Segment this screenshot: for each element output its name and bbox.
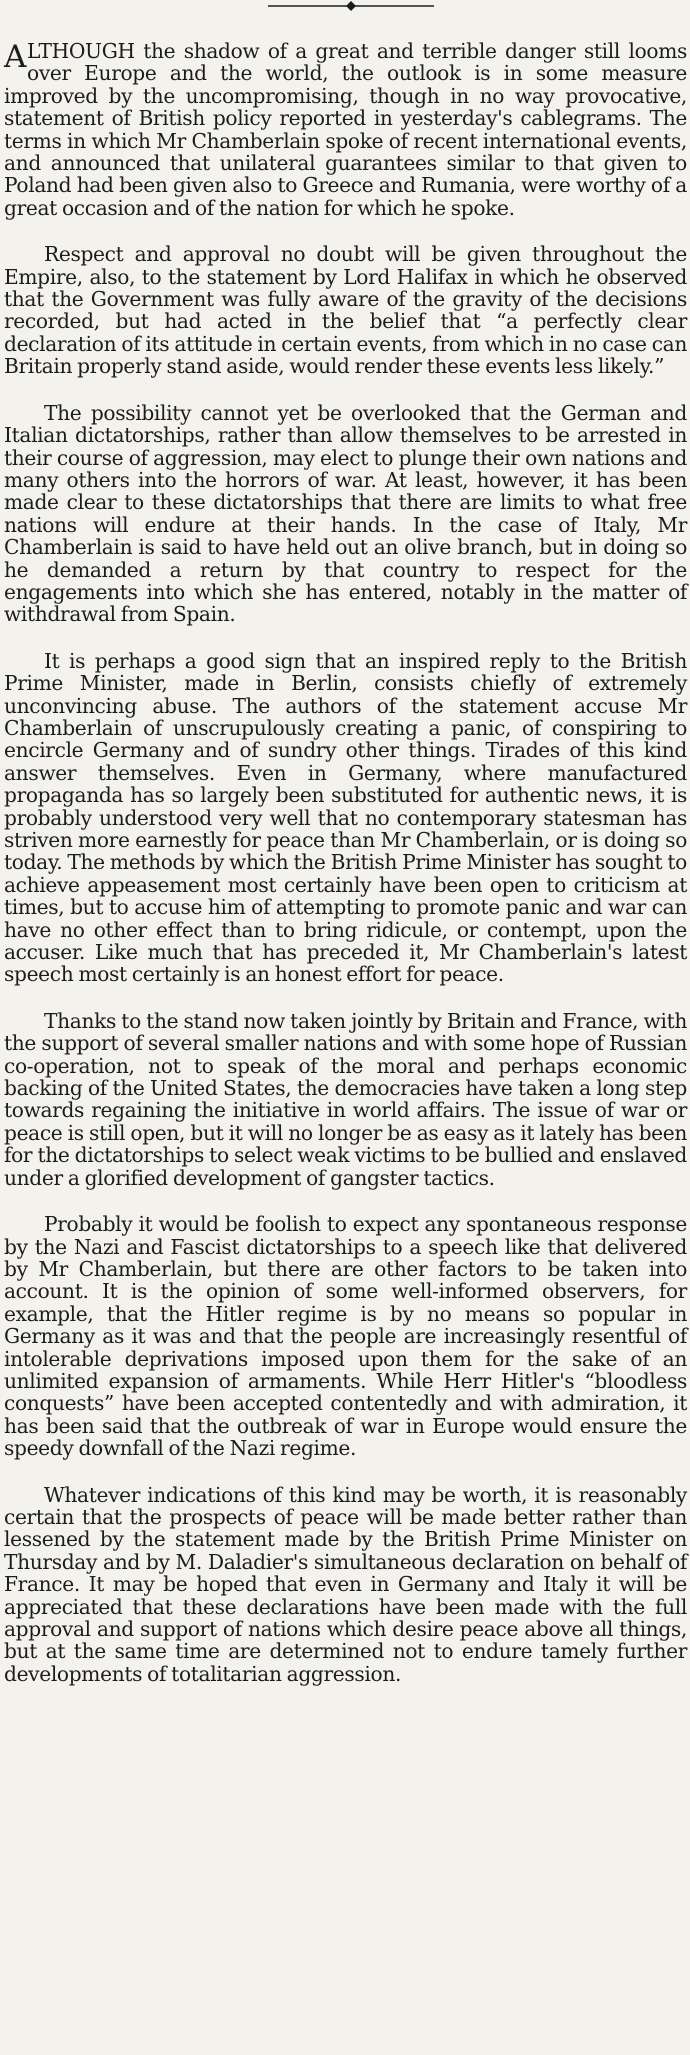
article-paragraph-2: Respect and approval no doubt will be given throughout the Empire, also, to the statement by Lord Halifax in which he observed that the Government was fully aware of the gravity of the decisions recorded, but had acted in the belief that “a perfectly clear declaration of its attitude in certain events, from which in no case can Britain properly stand aside, would render these events less likely.” <box>4 242 687 379</box>
article-paragraph-1 <box>4 40 687 219</box>
editorial-article <box>4 40 687 1685</box>
drop-cap: A <box>4 39 27 75</box>
paragraph-text: LTHOUGH the shadow of a great and terrible danger still looms over Europe and the world, the outlook is in some measure improved by the uncompromising, though in no way provocative, statement of British policy reported in yesterday's cablegrams. The terms in which Mr Chamberlain spoke of recent international events, and announced that unilateral guarantees similar to that given to Poland had been given also to Greece and Rumania, were worthy of a great occasion and of the nation for which he spoke. <box>4 39 687 220</box>
article-paragraph-6: Probably it would be foolish to expect any spontaneous response by the Nazi and Fascist dictatorships to a speech like that delivered by Mr Chamberlain, but there are other factors to be taken into account. It is the opinion of some well-informed observers, for example, that the Hitler regime is by no means so popular in Germany as it was and that the people are increasingly resentful of intolerable deprivations imposed upon them for the sake of an unlimited expansion of armaments. While Herr Hitler's “bloodless conquests” have been accepted contentedly and with admiration, it has been said that the outbreak of war in Europe would ensure the speedy downfall of the Nazi regime. <box>4 1212 687 1461</box>
article-paragraph-3: The possibility cannot yet be overlooked that the German and Italian dictatorships, rather than allow themselves to be arrested in their course of aggression, may elect to plunge their own nations and many others into the horrors of war. At least, however, it has been made clear to these dictatorships that there are limits to what free nations will endure at their hands. In the case of Italy, Mr Chamberlain is said to have held out an olive branch, but in doing so he demanded a return by that country to respect for the engagements into which she has entered, notably in the matter of withdrawal from Spain. <box>4 400 687 627</box>
article-paragraph-4: It is perhaps a good sign that an inspired reply to the British Prime Minister, made in Berlin, consists chiefly of extremely unconvincing abuse. The authors of the statement accuse Mr Chamberlain of unscrupulously creating a panic, of conspiring to encircle Germany and of sundry other things. Tirades of this kind answer themselves. Even in Germany, where manufactured propaganda has so largely been substituted for authentic news, it is probably understood very well that no contemporary statesman has striven more earnestly for peace than Mr Chamberlain, or is doing so today. The methods by which the British Prime Minister has sought to achieve appeasement most certainly have been open to criticism at times, but to accuse him of attempting to promote panic and war can have no other effect than to bring ridicule, or contempt, upon the accuser. Like much that has preceded it, Mr Chamberlain's latest speech most certainly is an honest effort for peace. <box>4 648 687 987</box>
header-ornament-rule <box>268 0 434 12</box>
article-paragraph-7: Whatever indications of this kind may be worth, it is reasonably certain that the prospects of peace will be made better rather than lessened by the statement made by the British Prime Minister on Thursday and by M. Daladier's simultaneous declaration on behalf of France. It may be hoped that even in Germany and Italy it will be appreciated that these declarations have been made with the full approval and support of nations which desire peace above all things, but at the same time are determined not to endure tamely further developments of totalitarian aggression. <box>4 1482 687 1686</box>
article-paragraph-5: Thanks to the stand now taken jointly by Britain and France, with the support of several smaller nations and with some hope of Russian co-operation, not to speak of the moral and perhaps economic backing of the United States, the democracies have taken a long step towards regaining the initiative in world affairs. The issue of war or peace is still open, but it will no longer be as easy as it lately has been for the dictatorships to select weak victims to be bullied and enslaved under a glorified development of gangster tactics. <box>4 1008 687 1190</box>
